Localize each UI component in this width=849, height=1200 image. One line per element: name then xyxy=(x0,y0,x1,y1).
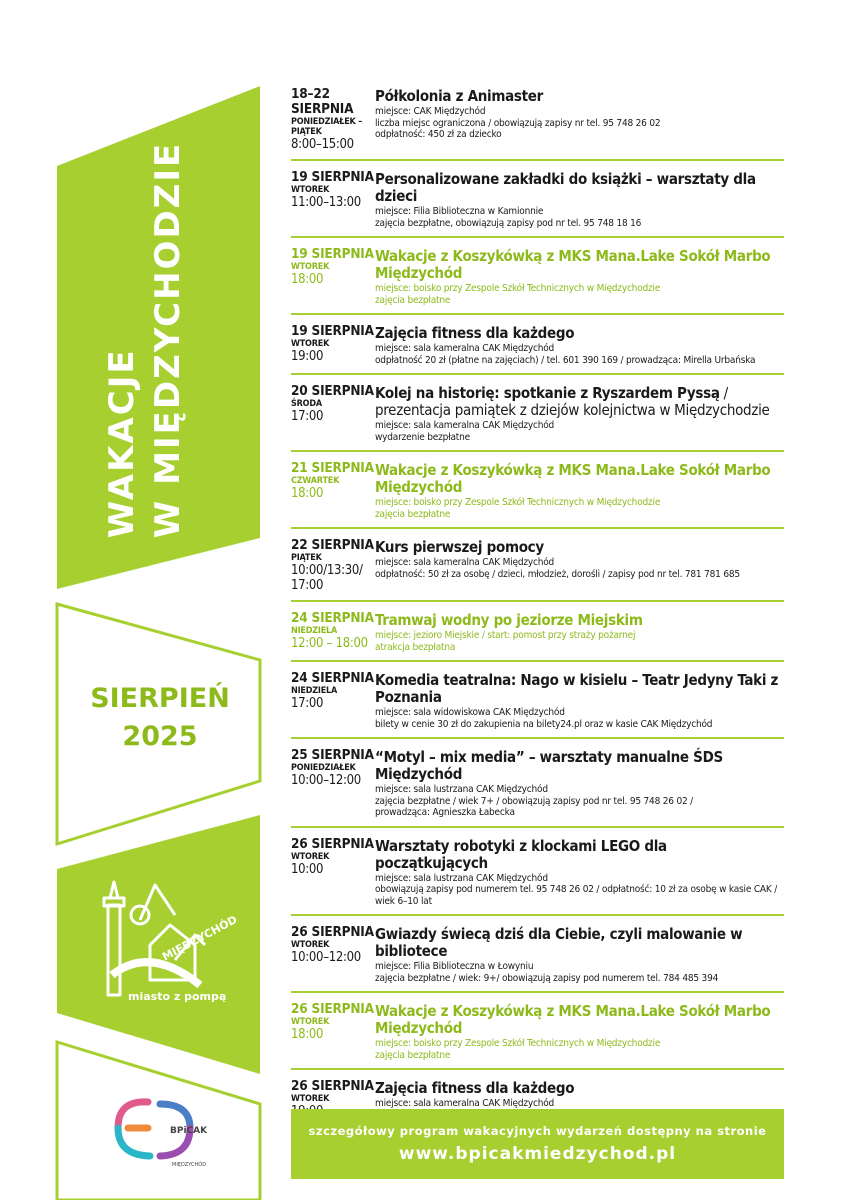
title-line-1: WAKACJE xyxy=(102,348,142,539)
event-date xyxy=(291,384,375,443)
event-day: 19 SIERPNIA xyxy=(291,169,374,185)
event-date xyxy=(291,87,375,152)
logo-band-shape xyxy=(57,815,260,1074)
event-title xyxy=(375,1003,784,1037)
event-detail-line: miejsce: CAK Międzychód xyxy=(375,106,486,117)
event-detail-line: miejsce: sala lustrzana CAK Międzychód xyxy=(375,872,548,884)
event-title-main: Komedia teatralna: Nago w kisielu – Teatr Jedyny Taki z Poznania xyxy=(375,671,779,706)
event-detail-line: miejsce: sala kameralna CAK Międzychód xyxy=(375,1098,555,1109)
event-day: 24 SIERPNIA xyxy=(291,610,374,626)
event-detail-line: zajęcia bezpłatne xyxy=(375,1049,451,1061)
event-day: 20 SIERPNIA xyxy=(291,383,374,399)
event-title-main: Warsztaty robotyki z klockami LEGO dla początkujących xyxy=(375,836,667,872)
event-body xyxy=(375,925,784,984)
event-body xyxy=(375,671,784,730)
event-day: 18–22 SIERPNIA xyxy=(291,86,354,117)
event-detail-line: miejsce: boisko przy Zespole Szkół Technicznych w Międzychodzie xyxy=(375,497,661,508)
event-day: 19 SIERPNIA xyxy=(291,246,374,262)
event-details xyxy=(375,206,784,229)
event-item xyxy=(291,161,784,238)
event-details xyxy=(375,961,784,984)
event-time: 19:00 xyxy=(291,349,324,364)
event-detail-line: obowiązują zapisy pod numerem tel. 95 748 26 02 / odpłatność: 10 zł za osobę w kasie CAK / wiek 6–10 lat xyxy=(375,884,778,907)
event-detail-line: zajęcia bezpłatne xyxy=(375,508,451,520)
event-date xyxy=(291,925,375,984)
event-details xyxy=(375,106,784,141)
event-day: 25 SIERPNIA xyxy=(291,747,374,763)
event-day: 21 SIERPNIA xyxy=(291,460,374,476)
event-title xyxy=(375,1080,784,1097)
event-detail-line: miejsce: boisko przy Zespole Szkół Technicznych w Międzychodzie xyxy=(375,1038,661,1049)
event-detail-line: liczba miejsc ograniczona / obowiązują zapisy nr tel. 95 748 26 02 xyxy=(375,117,661,129)
event-title-main: “Motyl – mix media” – warsztaty manualne ŚDS Międzychód xyxy=(375,748,723,783)
event-title-main: Gwiazdy świecą dziś dla Ciebie, czyli malowanie w bibliotece xyxy=(375,925,743,960)
event-title-main: Zajęcia fitness dla każdego xyxy=(375,1079,575,1097)
events-list xyxy=(291,84,784,1130)
event-title-main: Zajęcia fitness dla każdego xyxy=(375,324,575,342)
event-body xyxy=(375,611,784,653)
org-logo-sub: MIĘDZYCHÓD xyxy=(172,1162,207,1168)
event-detail-line: miejsce: sala kameralna CAK Międzychód xyxy=(375,420,555,431)
event-title xyxy=(375,612,784,629)
event-detail-line: miejsce: sala widowiskowa CAK Międzychód xyxy=(375,707,565,718)
event-item xyxy=(291,84,784,161)
event-date xyxy=(291,170,375,229)
title-line-2: W MIĘDZYCHODZIE xyxy=(148,141,188,539)
event-detail-line: wydarzenie bezpłatne xyxy=(375,431,470,443)
event-title xyxy=(375,385,784,419)
event-date xyxy=(291,324,375,366)
event-date xyxy=(291,538,375,593)
event-day: 22 SIERPNIA xyxy=(291,537,374,553)
event-day: 26 SIERPNIA xyxy=(291,1078,374,1094)
event-title-rest: / prezentacja pamiątek z dziejów kolejnictwa w Międzychodzie xyxy=(375,384,770,419)
event-title-main: Wakacje z Koszykówką z MKS Mana.Lake Sokół Marbo Międzychód xyxy=(375,461,771,496)
event-weekday: NIEDZIELA xyxy=(291,686,338,696)
event-title xyxy=(375,248,784,282)
event-title xyxy=(375,462,784,496)
footer-url-link[interactable]: www.bpicakmiedzychod.pl xyxy=(398,1144,677,1164)
event-date xyxy=(291,837,375,908)
event-item xyxy=(291,916,784,993)
event-item xyxy=(291,993,784,1070)
event-day: 26 SIERPNIA xyxy=(291,924,374,940)
event-weekday: PIĄTEK xyxy=(291,553,322,563)
event-title-main: Półkolonia z Animaster xyxy=(375,87,544,105)
event-details xyxy=(375,784,784,819)
event-details xyxy=(375,343,784,366)
event-date xyxy=(291,461,375,520)
event-detail-line: miejsce: sala kameralna CAK Międzychód xyxy=(375,343,555,354)
event-weekday: PONIEDZIAŁEK xyxy=(291,763,356,773)
event-detail-line: odpłatność: 450 zł za dziecko xyxy=(375,129,502,140)
month-year: 2025 xyxy=(122,721,198,752)
event-detail-line: miejsce: sala kameralna CAK Międzychód xyxy=(375,557,555,568)
event-detail-line: zajęcia bezpłatne xyxy=(375,294,451,306)
footer-note: szczegółowy program wakacyjnych wydarzeń dostępny na stronie xyxy=(308,1124,767,1138)
event-body xyxy=(375,1002,784,1061)
event-details xyxy=(375,1038,784,1061)
event-weekday: NIEDZIELA xyxy=(291,626,338,636)
event-title-main: Tramwaj wodny po jeziorze Miejskim xyxy=(375,611,643,629)
event-title xyxy=(375,672,784,706)
event-item xyxy=(291,529,784,602)
event-body xyxy=(375,247,784,306)
event-weekday: WTOREK xyxy=(291,262,330,272)
event-detail-line: prowadząca: Agnieszka Łabecka xyxy=(375,807,515,818)
event-time: 8:00–15:00 xyxy=(291,137,354,152)
event-day: 24 SIERPNIA xyxy=(291,670,374,686)
event-details xyxy=(375,557,784,580)
event-weekday: WTOREK xyxy=(291,185,330,195)
event-body xyxy=(375,538,784,593)
event-time: 11:00–13:00 xyxy=(291,195,361,210)
event-date xyxy=(291,671,375,730)
event-date xyxy=(291,247,375,306)
event-date xyxy=(291,611,375,653)
event-title xyxy=(375,539,784,556)
month-name: SIERPIEŃ xyxy=(90,683,230,714)
event-detail-line: miejsce: Filia Biblioteczna w Łowyniu xyxy=(375,961,534,972)
event-details xyxy=(375,873,784,908)
event-date xyxy=(291,748,375,819)
event-time: 10:00/13:30/ 17:00 xyxy=(291,563,363,593)
event-detail-line: odpłatność 20 zł (płatne na zajęciach) / tel. 601 390 169 / prowadząca: Mirella Urbańska xyxy=(375,354,756,366)
event-day: 26 SIERPNIA xyxy=(291,835,374,852)
event-detail-line: odpłatność: 50 zł za osobę / dzieci, młodzież, dorośli / zapisy pod nr tel. 781 781 685 xyxy=(375,568,740,580)
event-title-main: Wakacje z Koszykówką z MKS Mana.Lake Sokół Marbo Międzychód xyxy=(375,1002,771,1037)
event-title xyxy=(375,838,784,872)
event-weekday: WTOREK xyxy=(291,1094,330,1104)
event-details xyxy=(375,420,784,443)
event-weekday: PONIEDZIAŁEK – PIĄTEK xyxy=(291,117,363,137)
event-item xyxy=(291,375,784,452)
event-body xyxy=(375,748,784,819)
event-title-main: Personalizowane zakładki do książki – warsztaty dla dzieci xyxy=(375,170,756,205)
event-title-main: Kolej na historię: spotkanie z Ryszardem Pyssą xyxy=(375,384,720,402)
event-time: 10:00 xyxy=(291,861,324,877)
event-item xyxy=(291,602,784,662)
month-label xyxy=(60,680,260,756)
event-title xyxy=(375,926,784,960)
event-body xyxy=(375,324,784,366)
event-item xyxy=(291,238,784,315)
event-date xyxy=(291,1002,375,1061)
event-day: 26 SIERPNIA xyxy=(291,1001,374,1017)
event-day: 19 SIERPNIA xyxy=(291,323,374,339)
event-item xyxy=(291,739,784,828)
event-detail-line: atrakcja bezpłatna xyxy=(375,641,456,653)
event-detail-line: bilety w cenie 30 zł do zakupienia na bilety24.pl oraz w kasie CAK Międzychód xyxy=(375,718,713,730)
event-weekday: WTOREK xyxy=(291,1017,330,1027)
event-item xyxy=(291,662,784,739)
event-time: 17:00 xyxy=(291,696,324,711)
event-body xyxy=(375,384,784,443)
event-details xyxy=(375,497,784,520)
event-title xyxy=(375,88,784,105)
event-detail-line: zajęcia bezpłatne, obowiązują zapisy pod nr tel. 95 748 18 16 xyxy=(375,217,642,229)
event-detail-line: miejsce: Filia Biblioteczna w Kamionnie xyxy=(375,206,544,217)
event-title xyxy=(375,171,784,205)
event-time: 12:00 – 18:00 xyxy=(291,636,368,651)
event-detail-line: miejsce: sala lustrzana CAK Międzychód xyxy=(375,784,548,795)
event-time: 17:00 xyxy=(291,409,324,424)
event-detail-line: miejsce: jezioro Miejskie / start: pomost przy straży pożarnej xyxy=(375,630,636,641)
event-item xyxy=(291,315,784,375)
event-details xyxy=(375,707,784,730)
vertical-title xyxy=(60,141,230,539)
event-time: 10:00–12:00 xyxy=(291,773,361,788)
event-weekday: WTOREK xyxy=(291,851,330,862)
event-detail-line: miejsce: boisko przy Zespole Szkół Technicznych w Międzychodzie xyxy=(375,283,661,294)
event-body xyxy=(375,461,784,520)
event-time: 18:00 xyxy=(291,1027,324,1042)
event-weekday: ŚRODA xyxy=(291,399,322,409)
footer-banner xyxy=(291,1109,784,1179)
town-logo-tagline: miasto z pompą xyxy=(128,990,227,1003)
event-detail-line: zajęcia bezpłatne / wiek: 9+/ obowiązują zapisy pod numerem tel. 784 485 394 xyxy=(375,972,719,984)
event-time: 10:00–12:00 xyxy=(291,950,361,965)
event-item xyxy=(291,452,784,529)
event-title xyxy=(375,749,784,783)
footer-band-shape xyxy=(57,1042,260,1200)
town-logo-name: MIĘDZYCHÓD xyxy=(160,913,240,964)
event-details xyxy=(375,283,784,306)
event-detail-line: zajęcia bezpłatne / wiek 7+ / obowiązują zapisy pod nr tel. 95 748 26 02 / xyxy=(375,795,693,807)
event-body xyxy=(375,170,784,229)
event-details xyxy=(375,630,784,653)
event-item xyxy=(291,828,784,917)
event-time: 18:00 xyxy=(291,486,324,501)
org-logo-name: BPiCAK xyxy=(170,1126,208,1136)
event-weekday: CZWARTEK xyxy=(291,476,340,486)
event-body xyxy=(375,837,784,908)
event-title-main: Wakacje z Koszykówką z MKS Mana.Lake Sokół Marbo Międzychód xyxy=(375,247,771,282)
event-body xyxy=(375,87,784,152)
event-weekday: WTOREK xyxy=(291,940,330,950)
event-title-main: Kurs pierwszej pomocy xyxy=(375,538,544,556)
event-time: 18:00 xyxy=(291,272,324,287)
event-title xyxy=(375,325,784,342)
event-weekday: WTOREK xyxy=(291,339,330,349)
